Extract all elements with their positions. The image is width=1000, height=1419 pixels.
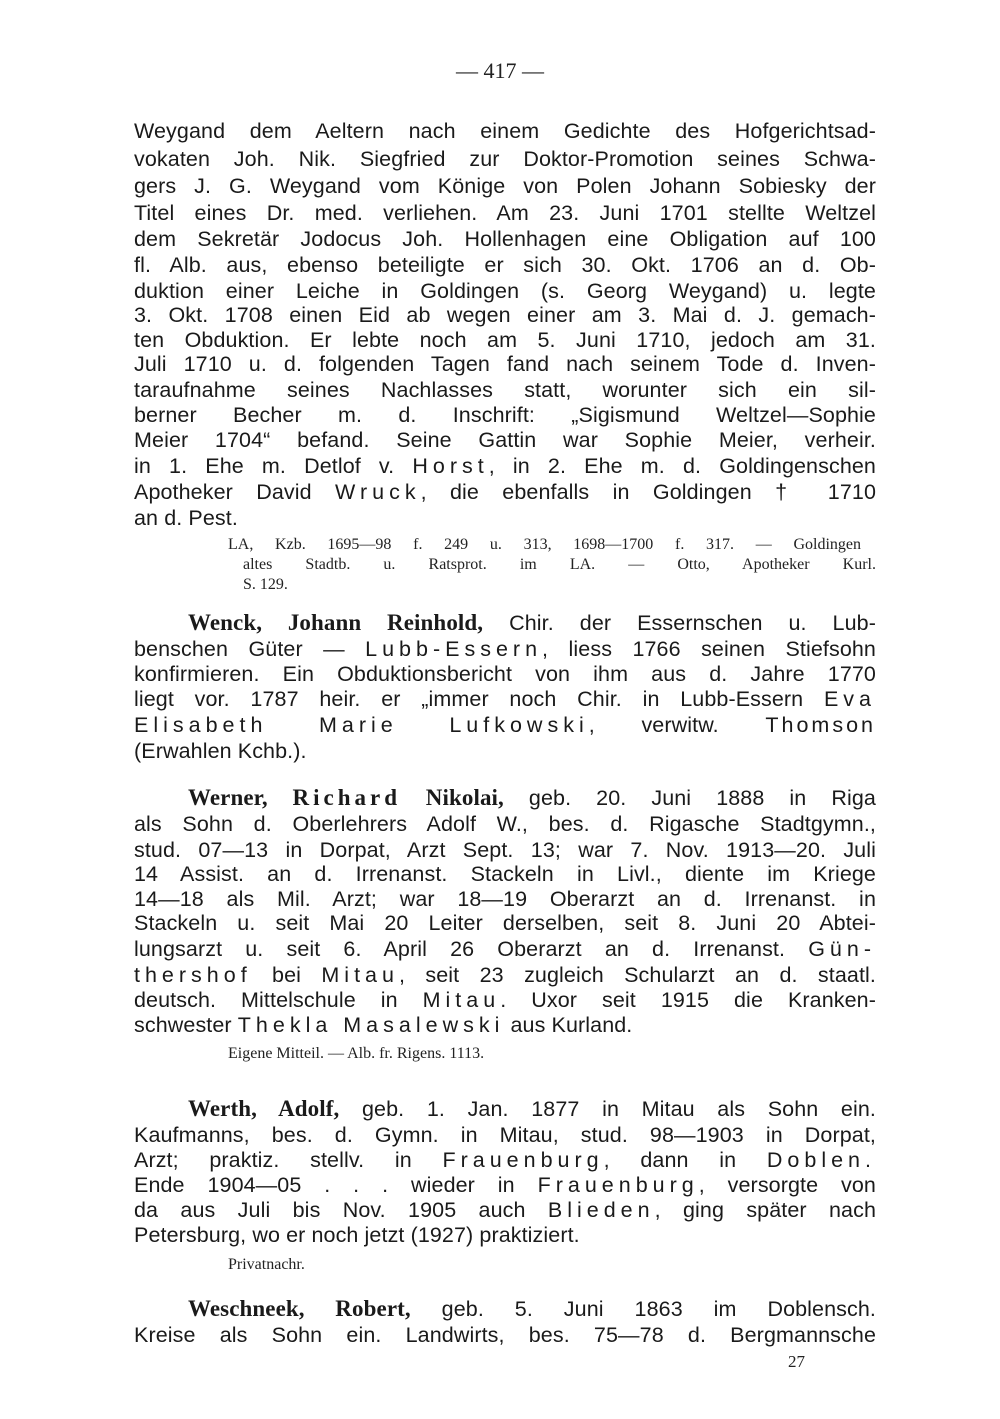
text-span: geb. 20. Juni 1888 in Riga [503, 786, 876, 810]
text-span: , in 2. Ehe m. d. Goldingenschen [488, 454, 876, 478]
text-span: aus Kurland. [504, 1013, 633, 1037]
text-line [134, 962, 876, 988]
spaced-name: Mitau [422, 988, 501, 1012]
text-line [134, 1147, 876, 1173]
text-line [134, 987, 876, 1013]
text-line: Kreise als Sohn ein. Landwirts, bes. 75—78 d. Bergmannsche [134, 1323, 876, 1347]
text-line: Kaufmanns, bes. d. Gymn. in Mitau, stud. 98—1903 in Dorpat, [134, 1123, 876, 1147]
text-line: Weygand dem Aeltern nach einem Gedichte des Hofgerichtsad- [134, 119, 876, 143]
source-note: Privatnachr. [228, 1256, 305, 1273]
text-line [134, 1172, 876, 1198]
text-span: , seit 23 zugleich Schularzt an d. staatl. [398, 963, 876, 987]
text-line: an d. Pest. [134, 506, 238, 530]
source-note: altes Stadtb. u. Ratsprot. im LA. — Otto, Apotheker Kurl. [243, 556, 876, 573]
text-line: 14—18 als Mil. Arzt; war 18—19 Oberarzt an d. Irrenanst. in [134, 887, 876, 911]
text-line: duktion einer Leiche in Goldingen (s. Georg Weygand) u. legte [134, 279, 876, 303]
spaced-name: Frauenburg [442, 1148, 604, 1172]
text-line [134, 636, 876, 662]
text-line: berner Becher m. d. Inschrift: „Sigismund Weltzel—Sophie [134, 403, 876, 427]
text-line [188, 785, 876, 811]
text-span: Chir. der Essernschen u. Lub- [483, 611, 876, 635]
text-span: , ging später nach [654, 1198, 876, 1222]
text-span: , verwitw. [588, 713, 766, 737]
page-number: — 417 — [456, 58, 544, 83]
text-line: gers J. G. Weygand vom Könige von Polen Johann Sobiesky der [134, 174, 876, 198]
entry-name: Werner, [188, 785, 293, 810]
text-span: . Uxor seit 1915 die Kranken- [500, 988, 876, 1012]
text-line: vokaten Joh. Nik. Siegfried zur Doktor-Promotion seines Schwa- [134, 147, 876, 171]
spaced-name: Lubb-Essern [365, 637, 543, 661]
text-line [134, 1197, 876, 1223]
text-span: Arzt; praktiz. stellv. in [134, 1148, 443, 1172]
text-span: deutsch. Mittelschule in [134, 988, 423, 1012]
text-span: liegt vor. 1787 heir. er „immer noch Chir. in Lubb-Essern [134, 687, 824, 711]
text-span: schwester [134, 1013, 238, 1037]
text-line: ten Obduktion. Er lebte noch am 5. Juni 1710, jedoch am 31. [134, 328, 876, 352]
text-line [134, 453, 876, 479]
spaced-name: Frauenburg [537, 1173, 699, 1197]
text-line: 3. Okt. 1708 einen Eid ab wegen einer am 3. Mai d. J. gemach- [134, 303, 876, 327]
spaced-name: Thomson [765, 713, 876, 737]
text-span: benschen Güter — [134, 637, 366, 661]
source-note: S. 129. [243, 576, 288, 593]
source-note: Eigene Mitteil. — Alb. fr. Rigens. 1113. [228, 1045, 485, 1062]
entry-name: Weschneek, Robert, [188, 1296, 411, 1321]
text-line [134, 1012, 876, 1038]
text-line: Petersburg, wo er noch jetzt (1927) praktiziert. [134, 1223, 580, 1247]
text-span: geb. 1. Jan. 1877 in Mitau als Sohn ein. [339, 1097, 876, 1121]
entry-name: Wenck, Johann Reinhold, [188, 610, 484, 635]
entry-name: Nikolai, [400, 785, 504, 810]
spaced-name: thershof [134, 963, 252, 987]
spaced-name: Doblen. [766, 1148, 876, 1172]
text-line [134, 686, 876, 712]
text-span: Ende 1904—05 . . . wieder in [134, 1173, 538, 1197]
source-note: LA, Kzb. 1695—98 f. 249 u. 313, 1698—1700 f. 317. — Goldingen [228, 536, 861, 553]
text-line: Juli 1710 u. d. folgenden Tagen fand nach seinem Tode d. Inven- [134, 352, 876, 376]
signature-mark: 27 [788, 1352, 805, 1371]
text-span: , versorgte von [698, 1173, 876, 1197]
text-span: da aus Juli bis Nov. 1905 auch [134, 1198, 548, 1222]
text-line [188, 1096, 876, 1122]
text-line: taraufnahme seines Nachlasses statt, worunter sich ein sil- [134, 378, 876, 402]
text-span: lungsarzt u. seit 6. April 26 Oberarzt an d. Irrenanst. [134, 937, 809, 961]
spaced-name: Eva [823, 687, 876, 711]
text-line: konfirmieren. Ein Obduktionsbericht von ihm aus d. Jahre 1770 [134, 662, 876, 686]
spaced-name: Blieden [547, 1198, 655, 1222]
text-span: geb. 5. Juni 1863 im Doblensch. [410, 1297, 876, 1321]
spaced-name: Elisabeth Marie Lufkowski [134, 713, 589, 737]
text-line [188, 1296, 876, 1322]
text-line [134, 479, 876, 505]
text-line: Stackeln u. seit Mai 20 Leiter derselben, seit 8. Juni 20 Abtei- [134, 911, 876, 935]
text-line: fl. Alb. aus, ebenso beteiligte er sich 30. Okt. 1706 an d. Ob- [134, 253, 876, 277]
spaced-name: Wruck [335, 480, 421, 504]
entry-name-spaced: Richard [292, 785, 401, 810]
text-line [188, 610, 876, 636]
text-span: bei [251, 963, 322, 987]
text-line: als Sohn d. Oberlehrers Adolf W., bes. d. Rigasche Stadtgymn., [134, 812, 876, 836]
text-line: 14 Assist. an d. Irrenanst. Stackeln in Livl., diente im Kriege [134, 862, 876, 886]
text-line: stud. 07—13 in Dorpat, Arzt Sept. 13; war 7. Nov. 1913—20. Juli [134, 838, 876, 862]
spaced-name: Mitau [321, 963, 399, 987]
text-line [134, 712, 876, 738]
text-span: Apotheker David [134, 480, 336, 504]
text-line: (Erwahlen Kchb.). [134, 739, 307, 763]
text-line: Titel eines Dr. med. verliehen. Am 23. Juni 1701 stellte Weltzel [134, 201, 876, 225]
text-span: , dann in [603, 1148, 767, 1172]
text-span: in 1. Ehe m. Detlof v. [134, 454, 413, 478]
text-span: , die ebenfalls in Goldingen † 1710 [420, 480, 876, 504]
spaced-name: Thekla Masalewski [237, 1013, 505, 1037]
text-line [134, 936, 876, 962]
text-line: Meier 1704“ befand. Seine Gattin war Sophie Meier, verheir. [134, 428, 876, 452]
text-span: , liess 1766 seinen Stiefsohn [542, 637, 876, 661]
spaced-name: Gün- [808, 937, 876, 961]
entry-name: Werth, Adolf, [188, 1096, 340, 1121]
text-line: dem Sekretär Jodocus Joh. Hollenhagen eine Obligation auf 100 [134, 227, 876, 251]
spaced-name: Horst [412, 454, 489, 478]
